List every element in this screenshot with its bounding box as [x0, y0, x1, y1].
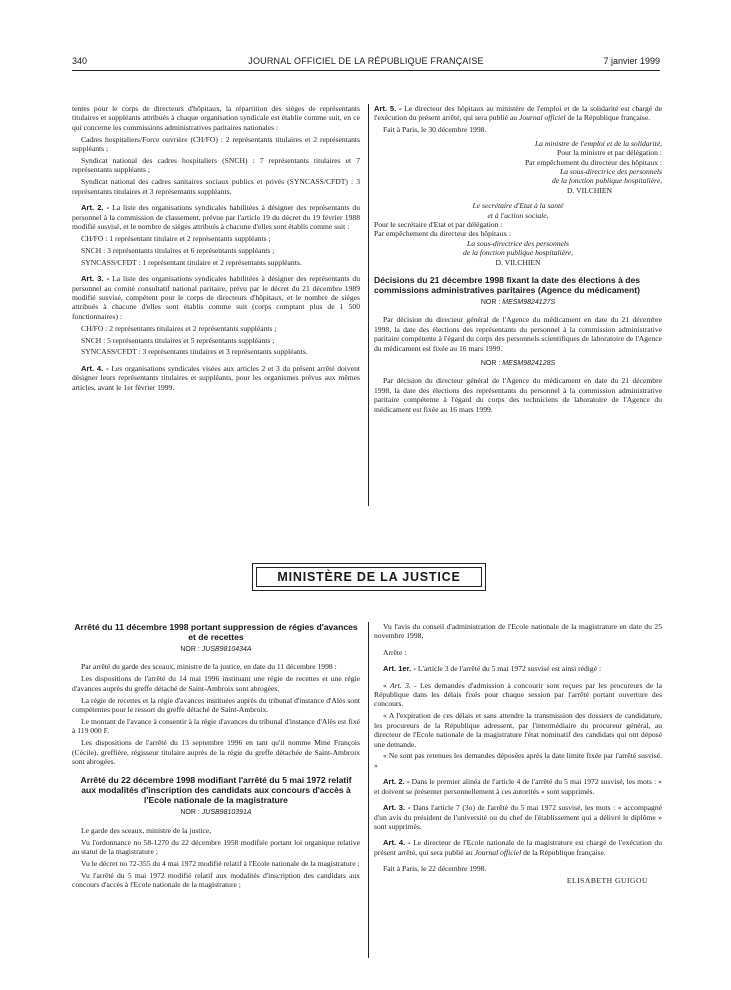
article-text: Les organisations syndicales visées aux articles 2 et 3 du présent arrêté doivent désigner leurs représentants titulaires et suppléants, pour les organismes prévus aux mêmes articles, avant le 1er février 1999.: [72, 363, 360, 392]
article-3: [72, 274, 360, 321]
paragraph: Vu l'arrêté du 5 mai 1972 modifié relatif aux modalités d'inscription des candidats aux concours d'accès à l'Ecole nationale de la magistrature ;: [72, 871, 360, 890]
article-label: Art. 4. -: [383, 838, 411, 848]
article-text: La liste des organisations syndicales habilitées à désigner des représentants du personnel à la commission de classement, prévue par l'article 19 du décret du 19 février 1988 modifié susvisé, et le nombre de sièges attribués à chacune d'elles sont établis comme suit :: [72, 203, 360, 231]
nor-code: MESM9824127S: [502, 299, 556, 306]
article-4: [72, 364, 360, 392]
paragraph: Par arrêté du garde des sceaux, ministre de la justice, en date du 11 décembre 1998 :: [81, 662, 337, 672]
list-item: SNCH : 3 représentants titulaires et 6 représentants suppléants ;: [81, 245, 275, 255]
bottom-left-column: [72, 622, 360, 962]
article-3: [374, 803, 662, 831]
place-date: Fait à Paris, le 30 décembre 1998.: [383, 125, 487, 135]
list-item: CH/FO : 1 représentant titulaire et 2 représentants suppléants ;: [81, 233, 271, 243]
nor-code: JUSB9810434A: [201, 646, 252, 653]
article-label: Art. 5. -: [374, 104, 402, 113]
article-2: [374, 777, 662, 796]
article-5: [374, 104, 662, 123]
article-text: Dans le premier alinéa de l'article 4 de l'arrêté du 5 mai 1972 susvisé, les mots : « et doivent se présenter personnellement à ces autorités » sont supprimés.: [374, 777, 662, 796]
ministry-title: MINISTÈRE DE LA JUSTICE: [256, 567, 482, 587]
article-text: L'article 3 de l'arrêté du 5 mai 1972 susvisé est ainsi rédigé :: [417, 664, 602, 674]
article-label: Art. 2. -: [81, 203, 110, 213]
list-item: SYNCASS/CFDT : 3 représentants titulaires et 3 représentants suppléants.: [81, 347, 308, 357]
list-item: CH/FO : 2 représentants titulaires et 2 représentants suppléants ;: [81, 323, 277, 333]
paragraph: Syndicat national des cadres sanitaires sociaux publics et privés (SYNCASS/CFDT) : 3 représentants titulaires et 3 représentants suppléants.: [72, 177, 360, 196]
paragraph: Syndicat national des cadres hospitaliers (SNCH) : 7 représentants titulaires et 7 représentants suppléants ;: [72, 156, 360, 175]
paragraph: tentes pour le corps de directeurs d'hôpitaux, la répartition des sièges de représentants titulaires et suppléants attribués à chaque organisation syndicale est établie comme suit, en ce qui concerne les commissions administratives paritaires nationales :: [72, 104, 360, 132]
article-label: Art. 4. -: [81, 363, 109, 373]
bottom-right-column: [374, 622, 662, 962]
signature-line: La ministre de l'emploi et de la solidarité,: [534, 138, 662, 148]
header-rule: [72, 70, 660, 71]
journal-ref: Journal officiel: [518, 113, 566, 123]
arrete: Arrête :: [383, 647, 407, 657]
signature-line: de la fonction publique hospitalière,: [462, 248, 574, 258]
decree-title: Arrêté du 22 décembre 1998 modifiant l'arrêté du 5 mai 1972 relatif aux modalités d'inscription des candidats aux concours d'accès à l'Ecole nationale de la magistrature: [80, 775, 352, 806]
nor-reference: [72, 808, 360, 817]
quoted-article: « Art. 3. - Les demandes d'admission à concourir sont reçues par les procureurs de la République dans les délais fixés pour chaque session par l'arrêté portant ouverture des concours.: [374, 680, 662, 709]
signatory-name: D. VILCHIEN: [567, 185, 612, 195]
page-header: [72, 56, 660, 70]
paragraph: Vu l'avis du conseil d'administration de l'Ecole nationale de la magistrature en date du 25 novembre 1998,: [374, 622, 662, 641]
nor-code: MESM9824128S: [502, 360, 556, 368]
quoted-article-label: Art. 3.: [390, 680, 411, 690]
quoted-paragraph: « A l'expiration de ces délais et sans attendre la transmission des dossiers de candidature, les procureurs de la République adressent, par l'intermédiaire du procureur général, au directeur de l'Ecole nationale de la magistrature l'état nominatif des candidats qui ont déposé une demande.: [374, 711, 662, 749]
signature-line: de la fonction publique hospitalière,: [551, 176, 662, 186]
paragraph: Vu l'ordonnance no 58-1270 du 22 décembre 1958 modifiée portant loi organique relative au statut de la magistrature ;: [72, 837, 360, 857]
issue-date: 7 janvier 1999: [603, 56, 660, 66]
nor-label: NOR :: [480, 299, 501, 306]
page-number: 340: [72, 56, 88, 66]
journal-title: JOURNAL OFFICIEL DE LA RÉPUBLIQUE FRANÇAISE: [248, 56, 484, 66]
article-label: Art. 3. -: [81, 274, 110, 284]
decision-title: Décisions du 21 décembre 1998 fixant la date des élections à des commissions administratives paritaires (Agence du médicament): [374, 275, 641, 295]
article-label: Art. 3. -: [383, 803, 411, 813]
paragraph: La régie de recettes et la régie d'avances instituées auprès du tribunal d'instance d'Alès sont compétentes pour le ressort du greffe détaché de Saint-Ambroix.: [72, 695, 360, 715]
signatory-name: ELISABETH GUIGOU: [566, 876, 648, 886]
signature-line: Pour la ministre et par délégation :: [556, 148, 662, 158]
article-label: Art. 2. -: [383, 777, 410, 787]
list-item: SYNCASS/CFDT : 1 représentant titulaire et 2 représentants suppléants.: [81, 257, 302, 267]
article-1: [374, 664, 662, 673]
signature-line: et à l'action sociale,: [487, 210, 549, 220]
signature-line: La sous-directrice des personnels: [466, 238, 569, 248]
nor-reference: [374, 359, 662, 368]
journal-ref: Journal officiel: [474, 847, 522, 857]
nor-label: NOR :: [480, 360, 501, 368]
ministry-banner: [252, 563, 486, 591]
article-text: de la République française.: [523, 847, 606, 857]
article-text: Le directeur de l'Ecole nationale de la magistrature est chargé de l'exécution du présent arrêté, qui sera publié au: [374, 838, 662, 857]
paragraph: Les dispositions de l'arrêté du 14 mai 1996 instituant une régie de recettes et une régie d'avances auprès du greffe détaché de Saint-Ambroix sont abrogées.: [72, 674, 360, 693]
list-item: SNCH : 5 représentants titulaires et 5 représentants suppléants ;: [81, 335, 275, 345]
article-4: [374, 838, 662, 857]
quoted-text: - Les demandes d'admission à concourir sont reçues par les procureurs de la République dans les délais fixés pour chaque session par l'arrêté portant ouverture des concours.: [374, 680, 662, 709]
paragraph: Vu le décret no 72-355 du 4 mai 1972 modifié relatif à l'Ecole nationale de la magistrature ;: [81, 859, 360, 869]
article-text: La liste des organisations syndicales habilitées à désigner des représentants du personnel au comité consultatif national paritaire, prévu par le décret du 21 décembre 1989 modifié susvisé, compétent pour le corps de directeurs d'hôpitaux, et le nombre de sièges attribués à chacune d'elles sont établis comme suit (corps comptant plus de 1 500 fonctionnaires) :: [72, 274, 360, 321]
signature-line: Par empêchement du directeur des hôpitaux :: [524, 157, 662, 167]
paragraph: Le garde des sceaux, ministre de la justice,: [81, 825, 212, 835]
nor-label: NOR :: [180, 646, 200, 653]
column-divider-bottom: [368, 622, 369, 958]
article-text: de la République française.: [567, 113, 651, 123]
paragraph: Par décision du directeur général de l'Agence du médicament en date du 21 décembre 1998, la date des élections des représentants du personnel à la commission administrative paritaire compétente à l'égard du corps des personnels scientifiques de laboratoire de l'Agence du médicament est fixée au 16 mars 1999.: [374, 315, 662, 353]
signature-line: Pour le secrétaire d'Etat et par délégation :: [374, 219, 503, 229]
nor-reference: [72, 645, 360, 654]
article-text: Le directeur des hôpitaux au ministère de l'emploi et de la solidarité est chargé de l'exécution du présent arrêté, qui sera publié au: [374, 104, 662, 123]
decree-title: Arrêté du 11 décembre 1998 portant suppression de régies d'avances et de recettes: [74, 622, 358, 642]
article-text: Dans l'article 7 (3o) de l'arrêté du 5 mai 1972 susvisé, les mots : « accompagné d'un avis du président de l'université ou du chef de l'établissement qui a délivré le diplôme » sont supprimés.: [374, 803, 662, 831]
paragraph: Les dispositions de l'arrêté du 13 septembre 1996 en tant qu'il nomme Mme François (Cécile), greffière, régisseur titulaire auprès de la régie du greffe détachée de Saint-Ambroix sont abrogées.: [72, 738, 360, 767]
article-2: [72, 203, 360, 231]
nor-reference: [374, 298, 662, 307]
place-date: Fait à Paris, le 22 décembre 1998.: [383, 864, 487, 874]
nor-label: NOR :: [180, 809, 200, 817]
quoted-paragraph: « Ne sont pas retenues les demandes déposées après la date limite fixée par l'arrêté susvisé. »: [374, 751, 662, 770]
article-label: Art. 1er. -: [383, 664, 416, 674]
signature-line: Le secrétaire d'Etat à la santé: [472, 201, 564, 211]
paragraph: Par décision du directeur général de l'Agence du médicament en date du 21 décembre 1998, la date des élections des représentants du personnel à la commission administrative paritaire compétente à l'égard du corps des techniciens de laboratoire de l'Agence du médicament est fixée au 16 mars 1999.: [374, 376, 662, 414]
signature-line: Par empêchement du directeur des hôpitaux :: [374, 229, 512, 239]
top-left-column: [72, 104, 360, 514]
paragraph: Cadres hospitaliers/Force ouvrière (CH/FO) : 2 représentants titulaires et 2 représentants suppléants ;: [72, 134, 360, 154]
paragraph: Le montant de l'avance à consentir à la régie d'avances du tribunal d'instance d'Alès est fixé à 119 000 F.: [72, 716, 360, 736]
top-right-column: [374, 104, 662, 506]
signatory-name: D. VILCHIEN: [495, 257, 541, 267]
column-divider-top: [368, 104, 369, 506]
nor-code: JUSB9810391A: [201, 809, 252, 817]
signature-line: La sous-directrice des personnels: [559, 166, 662, 176]
